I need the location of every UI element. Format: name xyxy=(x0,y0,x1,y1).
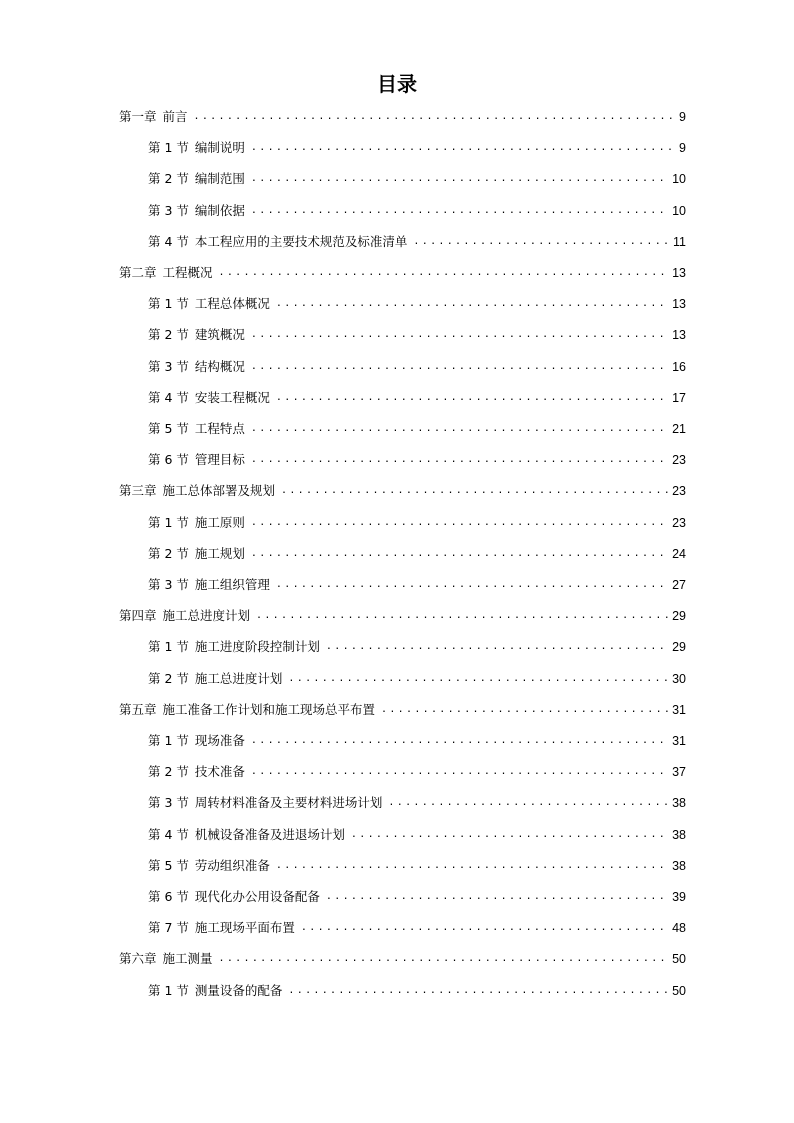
toc-entry-title: 安装工程概况 xyxy=(194,389,270,405)
toc-entry-title: 机械设备准备及进退场计划 xyxy=(194,826,345,842)
toc-section-entry[interactable] xyxy=(148,886,686,908)
toc-section-entry[interactable] xyxy=(148,824,686,846)
dot-leader xyxy=(219,948,669,970)
toc-page-number: 38 xyxy=(672,796,686,811)
toc-section-entry[interactable] xyxy=(148,917,686,939)
toc-entry-title: 施工测量 xyxy=(162,951,213,967)
toc-section-entry[interactable] xyxy=(148,574,686,596)
toc-page-number: 38 xyxy=(672,827,686,842)
toc-entry-title: 前言 xyxy=(162,109,188,124)
toc-entry-number: 第 1 节 xyxy=(148,296,189,312)
toc-entry-title: 工程概况 xyxy=(162,265,213,280)
toc-entry-title: 施工准备工作计划和施工现场总平布置 xyxy=(162,701,376,717)
toc-entry-number: 第 6 节 xyxy=(148,452,189,468)
toc-entry-number: 第 3 节 xyxy=(148,577,189,592)
page-title: 目录 xyxy=(377,72,417,96)
toc-entry-number: 第 2 节 xyxy=(148,545,189,561)
toc-section-entry[interactable] xyxy=(148,761,686,783)
dot-leader xyxy=(326,636,668,658)
toc-entry-number: 第三章 xyxy=(119,483,157,499)
toc-entry-number: 第 1 节 xyxy=(148,514,189,530)
dot-leader xyxy=(251,200,668,222)
toc-entry-number: 第 4 节 xyxy=(148,233,189,249)
dot-leader xyxy=(388,792,668,814)
toc-entry-title: 施工规划 xyxy=(194,545,245,561)
dot-leader xyxy=(251,168,668,190)
toc-section-entry[interactable] xyxy=(148,231,686,253)
dot-leader xyxy=(326,886,668,908)
dot-leader xyxy=(256,605,668,627)
toc-page-number: 39 xyxy=(672,890,686,904)
dot-leader xyxy=(251,449,668,471)
toc-entry-number: 第 3 节 xyxy=(148,202,189,218)
dot-leader xyxy=(288,668,668,690)
toc-page-number: 13 xyxy=(672,297,686,312)
toc-page-number: 24 xyxy=(672,546,686,561)
toc-entry-title: 施工总进度计划 xyxy=(194,670,283,686)
dot-leader xyxy=(276,387,668,409)
toc-page-number: 13 xyxy=(672,266,686,280)
toc-section-entry[interactable] xyxy=(148,668,686,690)
toc-entry-title: 施工总体部署及规划 xyxy=(162,483,276,499)
toc-entry-number: 第 3 节 xyxy=(148,358,189,374)
toc-chapter-entry[interactable] xyxy=(119,948,686,970)
toc-entry-number: 第 7 节 xyxy=(148,920,189,936)
toc-page-number: 17 xyxy=(672,390,686,405)
dot-leader xyxy=(251,512,668,534)
dot-leader xyxy=(276,293,668,315)
toc-section-entry[interactable] xyxy=(148,200,686,222)
toc-entry-title: 现场准备 xyxy=(194,733,245,748)
toc-entry-number: 第 2 节 xyxy=(148,327,189,343)
toc-entry-title: 技术准备 xyxy=(194,764,245,780)
dot-leader xyxy=(251,356,668,378)
toc-section-entry[interactable] xyxy=(148,387,686,409)
toc-page-number: 31 xyxy=(672,734,686,748)
toc-section-entry[interactable] xyxy=(148,855,686,877)
toc-page-number: 13 xyxy=(672,328,686,343)
toc-entry-title: 建筑概况 xyxy=(194,327,245,343)
toc-page-number: 10 xyxy=(672,172,686,187)
toc-section-entry[interactable] xyxy=(148,792,686,814)
toc-section-entry[interactable] xyxy=(148,137,686,159)
dot-leader xyxy=(351,824,668,846)
toc-entry-title: 工程特点 xyxy=(194,421,245,436)
toc-section-entry[interactable] xyxy=(148,449,686,471)
toc-entry-number: 第 5 节 xyxy=(148,421,189,436)
toc-page-number: 38 xyxy=(672,858,686,873)
toc-entry-title: 施工现场平面布置 xyxy=(194,920,295,936)
toc-entry-title: 施工总进度计划 xyxy=(162,608,251,624)
toc-entry-title: 劳动组织准备 xyxy=(194,857,270,873)
toc-entry-title: 本工程应用的主要技术规范及标准清单 xyxy=(194,233,408,249)
dot-leader xyxy=(288,980,668,1002)
toc-entry-title: 结构概况 xyxy=(194,358,245,374)
dot-leader xyxy=(413,231,669,253)
toc-section-entry[interactable] xyxy=(148,168,686,190)
dot-leader xyxy=(219,262,669,284)
toc-page-number: 9 xyxy=(679,141,686,156)
toc-page-number: 27 xyxy=(672,578,686,592)
dot-leader xyxy=(251,137,675,159)
dot-leader xyxy=(251,761,668,783)
toc-chapter-entry[interactable] xyxy=(119,106,686,128)
toc-entry-title: 施工进度阶段控制计划 xyxy=(194,639,320,655)
dot-leader xyxy=(251,418,668,440)
toc-page-number: 50 xyxy=(672,983,686,998)
toc-page-number: 29 xyxy=(672,609,686,624)
toc-page-number: 23 xyxy=(672,515,686,530)
toc-page-number: 31 xyxy=(672,702,686,717)
toc-chapter-entry[interactable] xyxy=(119,699,686,721)
toc-entry-title: 施工原则 xyxy=(194,514,245,530)
toc-section-entry[interactable] xyxy=(148,543,686,565)
toc-section-entry[interactable] xyxy=(148,636,686,658)
toc-page-number: 29 xyxy=(672,640,686,655)
toc-section-entry[interactable] xyxy=(148,418,686,440)
toc-entry-number: 第 1 节 xyxy=(148,140,189,156)
toc-page-number: 23 xyxy=(672,484,686,499)
toc-section-entry[interactable] xyxy=(148,980,686,1002)
toc-page-number: 37 xyxy=(672,765,686,780)
toc-page-number: 16 xyxy=(672,359,686,374)
toc-entry-title: 周转材料准备及主要材料进场计划 xyxy=(194,795,383,811)
dot-leader xyxy=(251,730,668,752)
toc-entry-title: 施工组织管理 xyxy=(194,577,270,592)
toc-entry-number: 第 1 节 xyxy=(148,639,189,655)
dot-leader xyxy=(194,106,676,128)
toc-page-number: 50 xyxy=(672,952,686,967)
toc-section-entry[interactable] xyxy=(148,512,686,534)
toc-page-number: 9 xyxy=(679,110,686,124)
dot-leader xyxy=(276,855,668,877)
toc-section-entry[interactable] xyxy=(148,730,686,752)
toc-entry-number: 第五章 xyxy=(119,701,157,717)
toc-page-number: 11 xyxy=(673,234,686,249)
toc-chapter-entry[interactable] xyxy=(119,480,686,502)
toc-section-entry[interactable] xyxy=(148,356,686,378)
toc-entry-number: 第 2 节 xyxy=(148,670,189,686)
toc-page-number: 10 xyxy=(672,203,686,218)
toc-entry-number: 第六章 xyxy=(119,951,157,967)
toc-entry-number: 第 6 节 xyxy=(148,889,189,904)
toc-entry-number: 第 2 节 xyxy=(148,764,189,780)
toc-entry-number: 第 5 节 xyxy=(148,857,189,873)
toc-page-number: 23 xyxy=(672,453,686,468)
dot-leader xyxy=(251,324,668,346)
dot-leader xyxy=(276,574,668,596)
toc-entry-number: 第 3 节 xyxy=(148,795,189,811)
toc-section-entry[interactable] xyxy=(148,293,686,315)
toc-entry-number: 第 4 节 xyxy=(148,826,189,842)
dot-leader xyxy=(301,917,668,939)
toc-entry-number: 第四章 xyxy=(119,608,157,624)
toc-entry-title: 管理目标 xyxy=(194,452,245,468)
toc-entry-title: 编制说明 xyxy=(194,140,245,156)
toc-entry-number: 第二章 xyxy=(119,265,157,280)
toc-chapter-entry[interactable] xyxy=(119,262,686,284)
toc-entry-number: 第一章 xyxy=(119,109,157,124)
toc-entry-number: 第 2 节 xyxy=(148,171,189,187)
toc-page-number: 48 xyxy=(672,921,686,936)
toc-entry-number: 第 4 节 xyxy=(148,389,189,405)
toc-section-entry[interactable] xyxy=(148,324,686,346)
toc-entry-number: 第 1 节 xyxy=(148,982,189,998)
toc-page-number: 21 xyxy=(672,422,686,436)
toc-entry-title: 编制范围 xyxy=(194,171,245,187)
toc-entry-title: 测量设备的配备 xyxy=(194,982,283,998)
toc-entry-title: 现代化办公用设备配备 xyxy=(194,889,320,904)
dot-leader xyxy=(251,543,668,565)
toc-chapter-entry[interactable] xyxy=(119,605,686,627)
toc-entry-title: 编制依据 xyxy=(194,202,245,218)
dot-leader xyxy=(381,699,668,721)
dot-leader xyxy=(281,480,668,502)
toc-page-number: 30 xyxy=(672,671,686,686)
toc-entry-title: 工程总体概况 xyxy=(194,296,270,312)
toc-entry-number: 第 1 节 xyxy=(148,733,189,748)
